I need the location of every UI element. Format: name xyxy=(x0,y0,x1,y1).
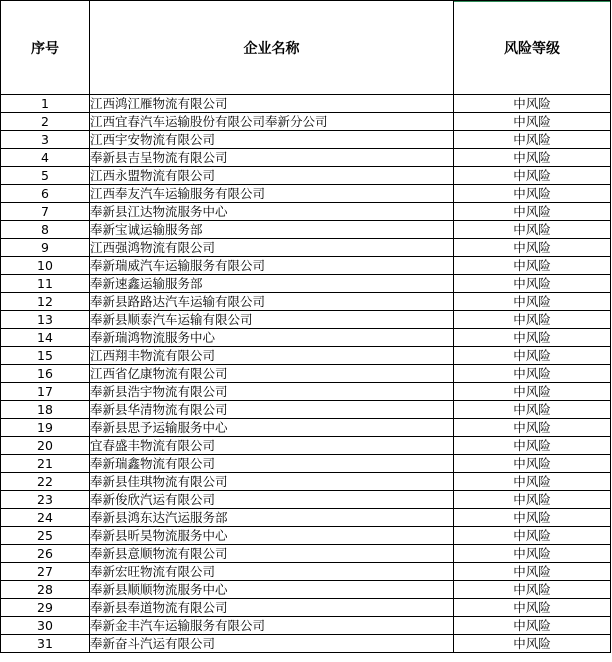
table-row xyxy=(1,113,611,131)
row-company-cell[interactable]: 奉新俊欣汽运有限公司 xyxy=(90,491,454,509)
row-company-cell[interactable]: 奉新瑞威汽车运输服务有限公司 xyxy=(90,257,454,275)
row-risk-cell[interactable]: 中风险 xyxy=(454,203,611,221)
table-row xyxy=(1,437,611,455)
row-risk-cell[interactable]: 中风险 xyxy=(454,293,611,311)
row-company-cell[interactable]: 宜春盛丰物流有限公司 xyxy=(90,437,454,455)
row-company-cell[interactable]: 奉新县浩宇物流有限公司 xyxy=(90,383,454,401)
row-risk-cell[interactable]: 中风险 xyxy=(454,437,611,455)
row-index-cell[interactable]: 17 xyxy=(1,383,90,401)
row-index-cell[interactable]: 4 xyxy=(1,149,90,167)
row-index-cell[interactable]: 22 xyxy=(1,473,90,491)
row-index-cell[interactable]: 14 xyxy=(1,329,90,347)
row-risk-cell[interactable]: 中风险 xyxy=(454,545,611,563)
row-company-cell[interactable]: 奉新奋斗汽运有限公司 xyxy=(90,635,454,653)
table-row xyxy=(1,167,611,185)
row-index-cell[interactable]: 30 xyxy=(1,617,90,635)
row-risk-cell[interactable]: 中风险 xyxy=(454,149,611,167)
table-row xyxy=(1,221,611,239)
row-company-cell[interactable]: 奉新瑞鑫物流有限公司 xyxy=(90,455,454,473)
row-risk-cell[interactable]: 中风险 xyxy=(454,491,611,509)
row-company-cell[interactable]: 奉新县路路达汽车运输有限公司 xyxy=(90,293,454,311)
row-risk-cell[interactable]: 中风险 xyxy=(454,365,611,383)
table-row xyxy=(1,545,611,563)
row-risk-cell[interactable]: 中风险 xyxy=(454,347,611,365)
row-risk-cell[interactable]: 中风险 xyxy=(454,311,611,329)
row-index-cell[interactable]: 12 xyxy=(1,293,90,311)
row-risk-cell[interactable]: 中风险 xyxy=(454,185,611,203)
table-row xyxy=(1,257,611,275)
row-risk-cell[interactable]: 中风险 xyxy=(454,581,611,599)
row-index-cell[interactable]: 26 xyxy=(1,545,90,563)
row-risk-cell[interactable]: 中风险 xyxy=(454,599,611,617)
row-index-cell[interactable]: 20 xyxy=(1,437,90,455)
row-risk-cell[interactable]: 中风险 xyxy=(454,257,611,275)
row-index-cell[interactable]: 28 xyxy=(1,581,90,599)
row-index-cell[interactable]: 21 xyxy=(1,455,90,473)
row-risk-cell[interactable]: 中风险 xyxy=(454,221,611,239)
row-risk-cell[interactable]: 中风险 xyxy=(454,329,611,347)
table-row xyxy=(1,473,611,491)
table-row xyxy=(1,203,611,221)
row-company-cell[interactable]: 江西强鸿物流有限公司 xyxy=(90,239,454,257)
row-company-cell[interactable]: 奉新瑞鸿物流服务中心 xyxy=(90,329,454,347)
row-index-cell[interactable]: 1 xyxy=(1,95,90,113)
row-company-cell[interactable]: 江西宇安物流有限公司 xyxy=(90,131,454,149)
row-index-cell[interactable]: 25 xyxy=(1,527,90,545)
table-row xyxy=(1,149,611,167)
row-index-cell[interactable]: 11 xyxy=(1,275,90,293)
row-risk-cell[interactable]: 中风险 xyxy=(454,239,611,257)
row-index-cell[interactable]: 31 xyxy=(1,635,90,653)
row-risk-cell[interactable]: 中风险 xyxy=(454,509,611,527)
row-risk-cell[interactable]: 中风险 xyxy=(454,131,611,149)
row-risk-cell[interactable]: 中风险 xyxy=(454,401,611,419)
header-index[interactable]: 序号 xyxy=(1,1,90,95)
row-company-cell[interactable]: 江西宜春汽车运输股份有限公司奉新分公司 xyxy=(90,113,454,131)
row-company-cell[interactable]: 奉新县鸿东达汽运服务部 xyxy=(90,509,454,527)
table-row xyxy=(1,185,611,203)
row-company-cell[interactable]: 奉新县顺顺物流服务中心 xyxy=(90,581,454,599)
row-company-cell[interactable]: 奉新金丰汽车运输服务有限公司 xyxy=(90,617,454,635)
row-index-cell[interactable]: 6 xyxy=(1,185,90,203)
table-row xyxy=(1,239,611,257)
table-row xyxy=(1,383,611,401)
table-row xyxy=(1,455,611,473)
row-risk-cell[interactable]: 中风险 xyxy=(454,473,611,491)
table-row xyxy=(1,347,611,365)
table-row xyxy=(1,293,611,311)
table-row xyxy=(1,311,611,329)
row-risk-cell[interactable]: 中风险 xyxy=(454,527,611,545)
row-company-cell[interactable]: 奉新县吉呈物流有限公司 xyxy=(90,149,454,167)
table-row xyxy=(1,635,611,653)
row-index-cell[interactable]: 24 xyxy=(1,509,90,527)
row-index-cell[interactable]: 2 xyxy=(1,113,90,131)
row-index-cell[interactable]: 15 xyxy=(1,347,90,365)
row-company-cell[interactable]: 奉新县意顺物流有限公司 xyxy=(90,545,454,563)
table-row xyxy=(1,527,611,545)
row-company-cell[interactable]: 江西翔丰物流有限公司 xyxy=(90,347,454,365)
row-company-cell[interactable]: 江西奉友汽车运输服务有限公司 xyxy=(90,185,454,203)
table-body xyxy=(1,95,611,653)
row-index-cell[interactable]: 23 xyxy=(1,491,90,509)
table-row xyxy=(1,329,611,347)
table-row xyxy=(1,563,611,581)
row-company-cell[interactable]: 江西鸿江雁物流有限公司 xyxy=(90,95,454,113)
row-index-cell[interactable]: 10 xyxy=(1,257,90,275)
row-risk-cell[interactable]: 中风险 xyxy=(454,113,611,131)
row-company-cell[interactable]: 奉新县奉道物流有限公司 xyxy=(90,599,454,617)
row-index-cell[interactable]: 8 xyxy=(1,221,90,239)
table-row xyxy=(1,581,611,599)
row-index-cell[interactable]: 13 xyxy=(1,311,90,329)
row-company-cell[interactable]: 奉新县佳琪物流有限公司 xyxy=(90,473,454,491)
table-row xyxy=(1,509,611,527)
row-index-cell[interactable]: 7 xyxy=(1,203,90,221)
row-risk-cell[interactable]: 中风险 xyxy=(454,383,611,401)
row-company-cell[interactable]: 奉新县思予运输服务中心 xyxy=(90,419,454,437)
table-row xyxy=(1,275,611,293)
row-risk-cell[interactable]: 中风险 xyxy=(454,455,611,473)
row-company-cell[interactable]: 奉新县顺泰汽车运输有限公司 xyxy=(90,311,454,329)
row-index-cell[interactable]: 16 xyxy=(1,365,90,383)
row-risk-cell[interactable]: 中风险 xyxy=(454,167,611,185)
row-index-cell[interactable]: 27 xyxy=(1,563,90,581)
row-index-cell[interactable]: 9 xyxy=(1,239,90,257)
row-company-cell[interactable]: 江西永盟物流有限公司 xyxy=(90,167,454,185)
row-company-cell[interactable]: 奉新县江达物流服务中心 xyxy=(90,203,454,221)
row-company-cell[interactable]: 奉新县华清物流有限公司 xyxy=(90,401,454,419)
row-company-cell[interactable]: 奉新速鑫运输服务部 xyxy=(90,275,454,293)
row-company-cell[interactable]: 奉新宝诚运输服务部 xyxy=(90,221,454,239)
table-row xyxy=(1,95,611,113)
row-index-cell[interactable]: 29 xyxy=(1,599,90,617)
row-risk-cell[interactable]: 中风险 xyxy=(454,95,611,113)
row-index-cell[interactable]: 18 xyxy=(1,401,90,419)
table-row xyxy=(1,131,611,149)
row-company-cell[interactable]: 奉新宏旺物流有限公司 xyxy=(90,563,454,581)
row-risk-cell[interactable]: 中风险 xyxy=(454,617,611,635)
row-risk-cell[interactable]: 中风险 xyxy=(454,419,611,437)
row-company-cell[interactable]: 江西省亿康物流有限公司 xyxy=(90,365,454,383)
table-row xyxy=(1,365,611,383)
row-company-cell[interactable]: 奉新县昕昊物流服务中心 xyxy=(90,527,454,545)
row-index-cell[interactable]: 5 xyxy=(1,167,90,185)
table-row xyxy=(1,419,611,437)
row-risk-cell[interactable]: 中风险 xyxy=(454,563,611,581)
header-row xyxy=(1,1,611,95)
row-risk-cell[interactable]: 中风险 xyxy=(454,635,611,653)
row-index-cell[interactable]: 19 xyxy=(1,419,90,437)
row-index-cell[interactable]: 3 xyxy=(1,131,90,149)
row-risk-cell[interactable]: 中风险 xyxy=(454,275,611,293)
header-company[interactable]: 企业名称 xyxy=(90,1,454,95)
table-row xyxy=(1,617,611,635)
header-risk[interactable]: 风险等级 xyxy=(454,1,611,95)
table-row xyxy=(1,401,611,419)
table-row xyxy=(1,599,611,617)
table-row xyxy=(1,491,611,509)
